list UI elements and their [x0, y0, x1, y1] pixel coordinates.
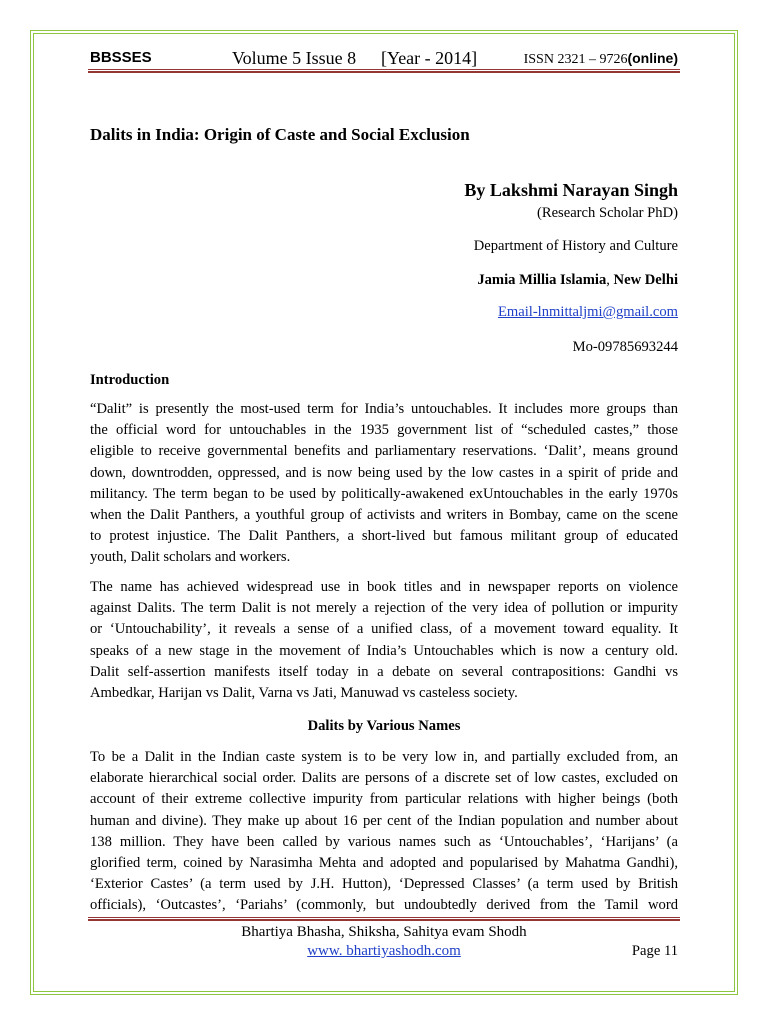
footer-website-row [88, 942, 680, 960]
institution-city: New Delhi [613, 272, 678, 288]
author-role: (Research Scholar PhD) [536, 205, 678, 221]
journal-abbreviation: BBSSES [90, 49, 152, 66]
author-department: Department of History and Culture [473, 238, 678, 254]
volume-issue: Volume 5 Issue 8 [232, 48, 357, 68]
text-line: against Dalits. The term Dalit is not merely a rejection of the very idea of pollution or impurity [90, 600, 678, 617]
publication-year: [Year - 2014] [381, 48, 478, 68]
footer-journal-title: Bhartiya Bhasha, Shiksha, Sahitya evam Shodh [241, 924, 527, 940]
text-line: to protest injustice. The Dalit Panthers, a short-lived but famous militant group of educated [90, 528, 678, 545]
issn-number: ISSN 2321 – 9726 [523, 52, 628, 67]
text-line: or ‘Untouchability’, it reveals a sense of a unified class, of a movement toward equality. It [90, 621, 678, 638]
issn [524, 48, 678, 70]
text-line: “Dalit” is presently the most-used term for India’s untouchables. It includes more groups than [90, 401, 678, 417]
text-line: youth, Dalit scholars and workers. [90, 549, 291, 566]
footer-rule [88, 917, 680, 921]
paragraph [90, 399, 678, 569]
text-line: 138 million. They have been called by various names such as ‘Untouchables’, ‘Harijans’ (a [90, 833, 678, 850]
section-heading-various-names: Dalits by Various Names [307, 718, 461, 734]
text-line: To be a Dalit in the Indian caste system is to be very low in, and partially excluded from, an [90, 749, 678, 765]
paragraph [90, 747, 678, 917]
text-line: when the Dalit Panthers, a youthful group of activists and writers in Bombay, came on the scene [90, 506, 678, 523]
article-title: Dalits in India: Origin of Caste and Social Exclusion [90, 125, 470, 144]
text-line: human and divine). They make up about 16 per cent of the Indian population and number about [90, 812, 678, 829]
text-line: speaks of a new stage in the movement of India’s Untouchables which is now a century old. [90, 642, 678, 659]
text-line: militancy. The term began to be used by politically-awakened exUntouchables in the early 1970s [90, 485, 678, 502]
paragraph [90, 577, 678, 704]
email-link[interactable]: Email-lnmittaljmi@gmail.com [497, 304, 678, 320]
text-line: ‘Exterior Castes’ (a term used by J.H. Hutton), ‘Depressed Classes’ (a term used by British [90, 876, 678, 893]
page-number: Page 11 [631, 943, 678, 959]
text-line: officials), ‘Outcastes’, ‘Pariahs’ (commonly, but undoubtedly derived from the Tamil word [90, 897, 678, 914]
text-line: The name has achieved widespread use in book titles and in newspaper reports on violence [90, 579, 678, 595]
section-heading-introduction: Introduction [90, 372, 170, 388]
author-institution [90, 270, 678, 290]
text-line: account of their extreme collective impurity from particular relations with higher beings (both [90, 791, 678, 808]
website-link[interactable]: www. bhartiyashodh.com [307, 943, 461, 959]
institution-separator: , [606, 272, 614, 288]
text-line: eligible to receive governmental benefits and parliamentary reservations. ‘Dalit’, means ground [90, 443, 678, 460]
text-line: Dalit self-assertion manifests itself today in a debate on several contrapositions: Gandhi vs [90, 663, 678, 680]
author-mobile: Mo-09785693244 [572, 339, 678, 355]
author-name: By Lakshmi Narayan Singh [464, 180, 678, 200]
text-line: glorified term, coined by Narasimha Mehta and adopted and popularised by Mahatma Gandhi), [90, 854, 678, 871]
author-email-row [90, 302, 678, 322]
issn-online-label: (online) [627, 50, 678, 66]
text-line: down, downtrodden, oppressed, and is now being used by the low castes in a spirit of pride and [90, 464, 678, 481]
text-line: elaborate hierarchical social order. Dalits are persons of a discrete set of low castes, excluded on [90, 770, 678, 787]
header-rule [88, 69, 680, 73]
text-line: the official word for untouchables in the 1935 government list of “scheduled castes,” those [90, 422, 678, 439]
running-header [90, 48, 678, 68]
institution-name: Jamia Millia Islamia [477, 272, 607, 288]
text-line: Ambedkar, Harijan vs Dalit, Varna vs Jati, Manuwad vs casteless society. [90, 684, 518, 701]
